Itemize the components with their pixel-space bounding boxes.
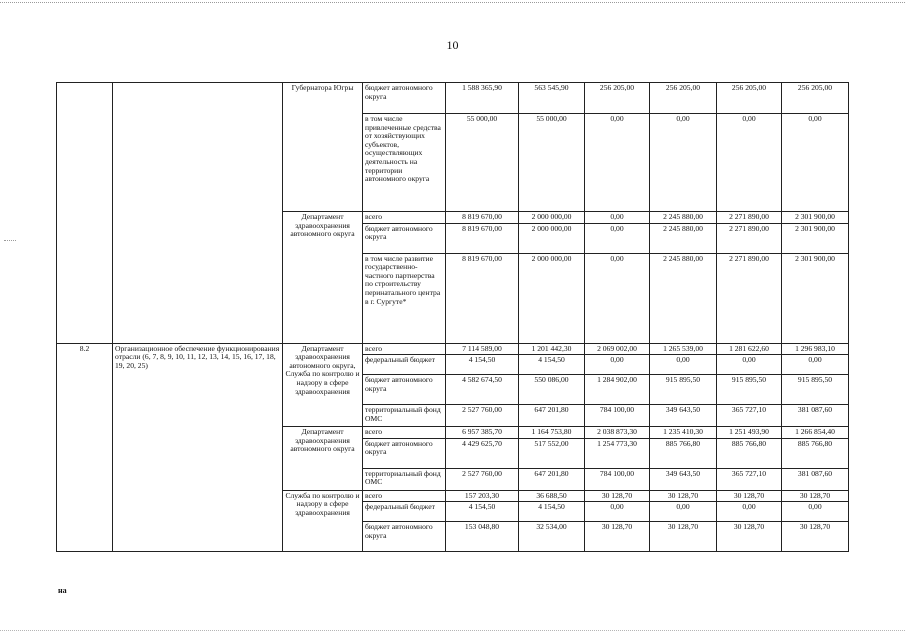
cell-source: территориальный фонд ОМС: [363, 468, 446, 490]
cell-value: 365 727,10: [717, 405, 782, 427]
cell-value: 0,00: [585, 114, 650, 212]
table-row: [57, 83, 849, 114]
cell-source: федеральный бюджет: [363, 502, 446, 522]
cell-value: 36 688,50: [519, 490, 585, 502]
cell-value: 1 254 773,30: [585, 438, 650, 468]
cell-value: 256 205,00: [650, 83, 717, 114]
scan-edge-top: [0, 2, 905, 4]
cell-value: 55 000,00: [446, 114, 519, 212]
cell-value: 1 201 442,30: [519, 343, 585, 355]
cell-value: 784 100,00: [585, 405, 650, 427]
cell-value: 1 284 902,00: [585, 375, 650, 405]
cell-value: 2 038 873,30: [585, 427, 650, 439]
cell-value: 2 271 890,00: [717, 253, 782, 343]
cell-value: 0,00: [717, 114, 782, 212]
cell-value: 0,00: [782, 114, 849, 212]
footer-note: на: [58, 586, 67, 595]
cell-value: 30 128,70: [585, 490, 650, 502]
cell-source: всего: [363, 343, 446, 355]
cell-value: 885 766,80: [717, 438, 782, 468]
cell-value: 6 957 385,70: [446, 427, 519, 439]
cell-value: 8 819 670,00: [446, 253, 519, 343]
budget-table: [56, 82, 849, 552]
cell-value: 349 643,50: [650, 405, 717, 427]
cell-value: 30 128,70: [585, 522, 650, 552]
cell-value: 647 201,80: [519, 468, 585, 490]
cell-value: 915 895,50: [717, 375, 782, 405]
cell-value: 256 205,00: [782, 83, 849, 114]
cell-value: 4 154,50: [446, 502, 519, 522]
cell-value: 30 128,70: [650, 490, 717, 502]
cell-value: 256 205,00: [717, 83, 782, 114]
cell-source: бюджет автономного округа: [363, 375, 446, 405]
cell-value: 563 545,90: [519, 83, 585, 114]
cell-value: 647 201,80: [519, 405, 585, 427]
cell-value: 2 271 890,00: [717, 223, 782, 253]
cell-value: 2 301 900,00: [782, 212, 849, 224]
cell-value: 2 301 900,00: [782, 223, 849, 253]
cell-value: 1 265 539,00: [650, 343, 717, 355]
cell-responsible: Губернатора Югры: [283, 83, 363, 212]
cell-value: 1 281 622,60: [717, 343, 782, 355]
cell-value: 8 819 670,00: [446, 212, 519, 224]
cell-value: 30 128,70: [782, 522, 849, 552]
cell-item-number: [57, 83, 113, 344]
cell-value: 157 203,30: [446, 490, 519, 502]
cell-item-number: 8.2: [57, 343, 113, 552]
cell-value: 4 154,50: [519, 355, 585, 375]
cell-value: 2 527 760,00: [446, 468, 519, 490]
cell-value: 784 100,00: [585, 468, 650, 490]
cell-value: 32 534,00: [519, 522, 585, 552]
cell-value: 0,00: [782, 502, 849, 522]
cell-value: 55 000,00: [519, 114, 585, 212]
cell-value: 4 582 674,50: [446, 375, 519, 405]
cell-source: всего: [363, 427, 446, 439]
cell-responsible: Служба по контролю и надзору в сфере здравоохранения: [283, 490, 363, 552]
cell-value: 349 643,50: [650, 468, 717, 490]
cell-value: 153 048,80: [446, 522, 519, 552]
cell-value: 30 128,70: [650, 522, 717, 552]
cell-source: федеральный бюджет: [363, 355, 446, 375]
cell-value: 2 245 880,00: [650, 253, 717, 343]
cell-value: 1 296 983,10: [782, 343, 849, 355]
cell-value: 30 128,70: [717, 490, 782, 502]
cell-value: 885 766,80: [650, 438, 717, 468]
cell-value: 0,00: [585, 253, 650, 343]
cell-responsible: Департамент здравоохранения автономного округа, Служба по контролю и надзору в сфере здравоохранения: [283, 343, 363, 427]
cell-source: бюджет автономного округа: [363, 83, 446, 114]
cell-value: 915 895,50: [650, 375, 717, 405]
cell-source: всего: [363, 490, 446, 502]
cell-value: 0,00: [650, 355, 717, 375]
cell-source: бюджет автономного округа: [363, 522, 446, 552]
cell-value: 4 429 625,70: [446, 438, 519, 468]
page-number: 10: [446, 38, 459, 52]
cell-value: 915 895,50: [782, 375, 849, 405]
cell-responsible: Департамент здравоохранения автономного округа: [283, 427, 363, 491]
cell-source: бюджет автономного округа: [363, 223, 446, 253]
cell-source: в том числе привлеченные средства от хозяйствующих субъектов, осуществляющих деятельность на территории автономного округа: [363, 114, 446, 212]
cell-source: в том числе развитие государственно-частного партнерства по строительству перинатального центра в г. Сургуте*: [363, 253, 446, 343]
cell-value: 2 245 880,00: [650, 223, 717, 253]
scan-edge-bottom: [0, 630, 905, 632]
cell-value: 30 128,70: [782, 490, 849, 502]
cell-value: 0,00: [650, 114, 717, 212]
cell-value: 2 000 000,00: [519, 223, 585, 253]
cell-responsible: Департамент здравоохранения автономного округа: [283, 212, 363, 344]
cell-value: 1 266 854,40: [782, 427, 849, 439]
cell-value: 517 552,00: [519, 438, 585, 468]
cell-value: 256 205,00: [585, 83, 650, 114]
cell-value: 381 087,60: [782, 468, 849, 490]
cell-value: 885 766,80: [782, 438, 849, 468]
cell-value: 381 087,60: [782, 405, 849, 427]
cell-value: 0,00: [717, 355, 782, 375]
cell-value: 2 069 002,00: [585, 343, 650, 355]
cell-value: 4 154,50: [446, 355, 519, 375]
cell-source: бюджет автономного округа: [363, 438, 446, 468]
cell-item-name: [113, 83, 283, 344]
cell-value: 2 301 900,00: [782, 253, 849, 343]
cell-source: территориальный фонд ОМС: [363, 405, 446, 427]
scan-mark-left: [4, 240, 16, 242]
cell-item-name: Организационное обеспечение функционирования отрасли (6, 7, 8, 9, 10, 11, 12, 13, 14, 15, 16, 17, 18, 19, 20, 25): [113, 343, 283, 552]
cell-value: 2 245 880,00: [650, 212, 717, 224]
cell-value: 7 114 589,00: [446, 343, 519, 355]
table-row: [57, 343, 849, 355]
cell-value: 1 164 753,80: [519, 427, 585, 439]
cell-value: 2 527 760,00: [446, 405, 519, 427]
cell-value: 365 727,10: [717, 468, 782, 490]
cell-value: 4 154,50: [519, 502, 585, 522]
cell-value: 0,00: [585, 212, 650, 224]
cell-value: 30 128,70: [717, 522, 782, 552]
cell-value: 0,00: [782, 355, 849, 375]
cell-value: 0,00: [585, 223, 650, 253]
cell-value: 1 235 410,30: [650, 427, 717, 439]
cell-value: 0,00: [650, 502, 717, 522]
cell-value: 2 271 890,00: [717, 212, 782, 224]
cell-value: 550 086,00: [519, 375, 585, 405]
cell-value: 0,00: [717, 502, 782, 522]
cell-value: 2 000 000,00: [519, 212, 585, 224]
cell-source: всего: [363, 212, 446, 224]
cell-value: 0,00: [585, 355, 650, 375]
cell-value: 0,00: [585, 502, 650, 522]
cell-value: 1 588 365,90: [446, 83, 519, 114]
cell-value: 1 251 493,90: [717, 427, 782, 439]
cell-value: 8 819 670,00: [446, 223, 519, 253]
cell-value: 2 000 000,00: [519, 253, 585, 343]
